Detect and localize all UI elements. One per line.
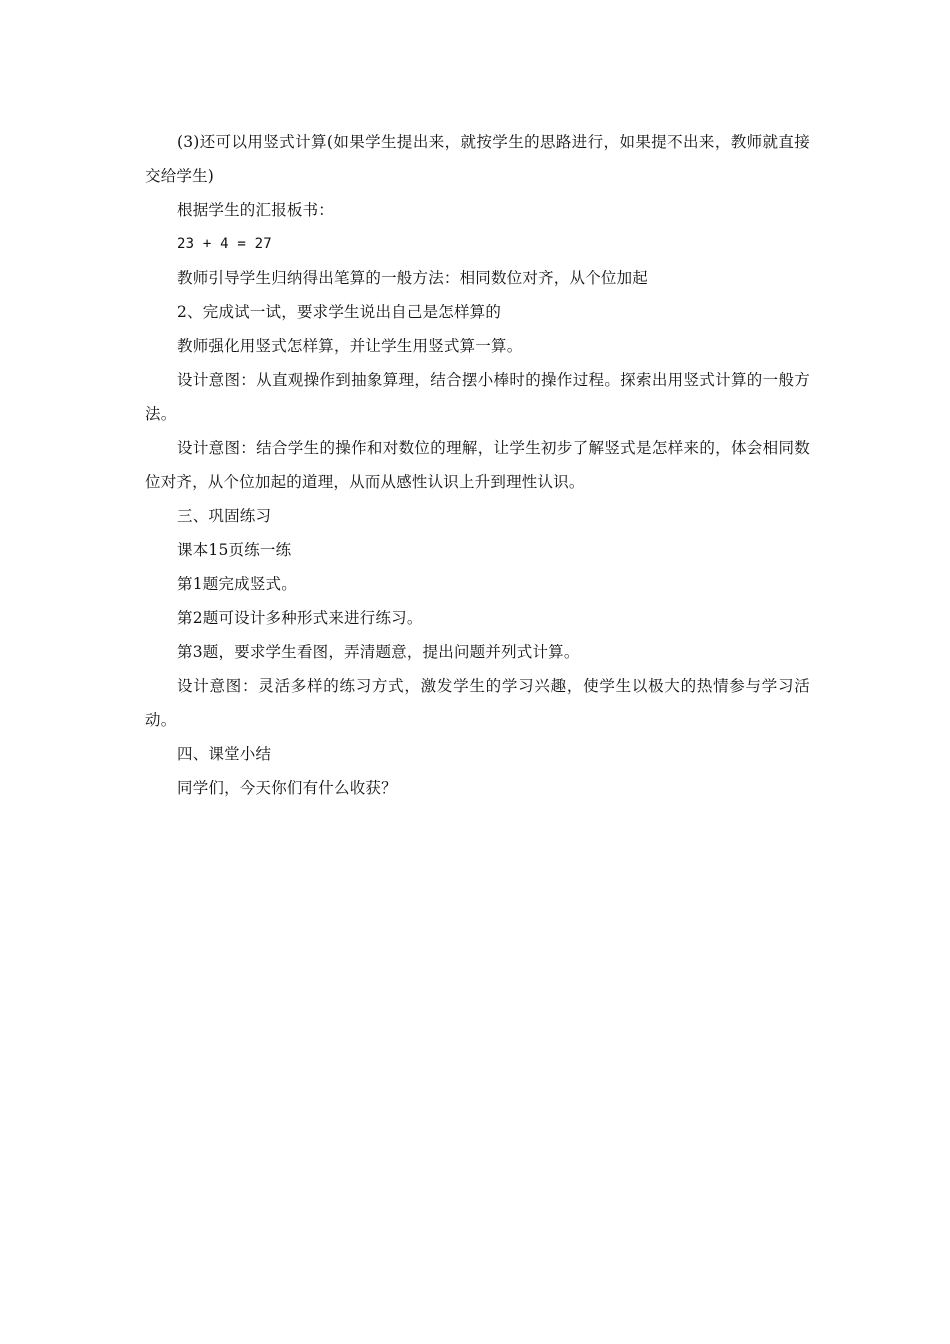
paragraph-try-it: 2、完成试一试，要求学生说出自己是怎样算的 <box>177 303 502 321</box>
paragraph-general-method: 教师引导学生归纳得出笔算的一般方法：相同数位对齐，从个位加起 <box>177 269 649 287</box>
paragraph-vertical-calculation: (3)还可以用竖式计算(如果学生提出来，就按学生的思路进行，如果提不出来，教师就直接交给学生) <box>145 133 810 185</box>
paragraph-closing-question: 同学们，今天你们有什么收获？ <box>177 779 397 797</box>
paragraph-board-writing: 根据学生的汇报板书： <box>177 201 335 219</box>
paragraph-design-intent-1: 设计意图：从直观操作到抽象算理，结合摆小棒时的操作过程。探索出用竖式计算的一般方法。 <box>145 371 810 423</box>
document-body <box>145 125 810 805</box>
section-heading-summary: 四、课堂小结 <box>177 745 272 763</box>
paragraph-formula: 23 + 4 = 27 <box>177 236 272 252</box>
paragraph-textbook-page: 课本15页练一练 <box>177 541 292 559</box>
paragraph-question-3: 第3题，要求学生看图，弄清题意，提出问题并列式计算。 <box>177 643 580 661</box>
paragraph-design-intent-2: 设计意图：结合学生的操作和对数位的理解，让学生初步了解竖式是怎样来的，体会相同数位对齐，从个位加起的道理，从而从感性认识上升到理性认识。 <box>145 439 810 491</box>
paragraph-question-2: 第2题可设计多种形式来进行练习。 <box>177 609 423 627</box>
section-heading-practice: 三、巩固练习 <box>177 507 272 525</box>
paragraph-reinforce: 教师强化用竖式怎样算，并让学生用竖式算一算。 <box>177 337 523 355</box>
paragraph-design-intent-3: 设计意图：灵活多样的练习方式，激发学生的学习兴趣，使学生以极大的热情参与学习活动。 <box>145 677 810 729</box>
paragraph-question-1: 第1题完成竖式。 <box>177 575 297 593</box>
